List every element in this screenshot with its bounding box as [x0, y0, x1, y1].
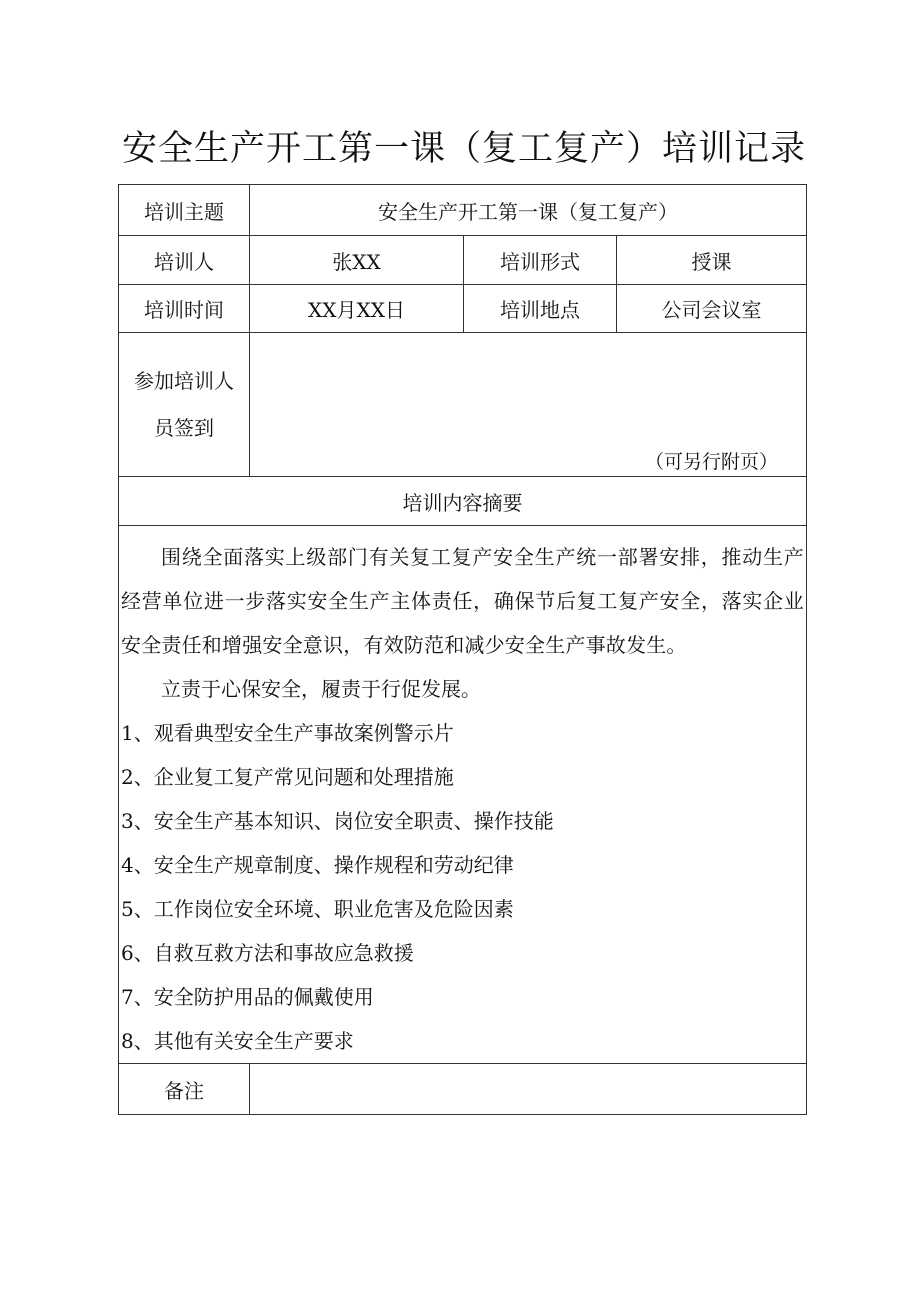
topic-row: [119, 185, 807, 236]
remark-row: [119, 1064, 807, 1115]
list-item: 7、安全防护用品的佩戴使用: [121, 985, 374, 1009]
training-time-value[interactable]: XX月XX日: [250, 285, 464, 333]
topic-label: 培训主题: [119, 185, 250, 236]
signin-label-line1: 参加培训人: [134, 368, 234, 393]
summary-heading-row: [119, 477, 807, 526]
list-item: 4、安全生产规章制度、操作规程和劳动纪律: [121, 853, 514, 877]
trainer-label: 培训人: [119, 236, 250, 285]
list-item: 1、观看典型安全生产事故案例警示片: [121, 721, 454, 745]
document-title: 安全生产开工第一课（复工复产）培训记录: [121, 129, 806, 169]
remark-label: 备注: [119, 1064, 250, 1115]
training-place-value[interactable]: 公司会议室: [617, 285, 807, 333]
summary-row: [119, 526, 807, 1064]
training-time-label: 培训时间: [119, 285, 250, 333]
list-item: 8、其他有关安全生产要求: [121, 1029, 354, 1053]
training-form-value[interactable]: 授课: [617, 236, 807, 285]
list-item: 6、自救互救方法和事故应急救援: [121, 941, 414, 965]
training-form-label: 培训形式: [464, 236, 617, 285]
topic-value[interactable]: 安全生产开工第一课（复工复产）: [250, 185, 807, 236]
summary-paragraph: 围绕全面落实上级部门有关复工复产安全生产统一部署安排，推动生产经营单位进一步落实安全生产主体责任，确保节后复工复产安全，落实企业安全责任和增强安全意识，有效防范和减少安全生产事故发生。: [121, 545, 805, 657]
signin-area[interactable]: [250, 333, 807, 477]
training-record-table: [118, 184, 807, 1115]
summary-motto: 立责于心保安全，履责于行促发展。: [161, 677, 481, 701]
attach-page-note: （可另行附页）: [645, 451, 779, 473]
summary-content: [119, 526, 807, 1064]
signin-label: [119, 333, 250, 477]
trainer-row: [119, 236, 807, 285]
summary-heading: 培训内容摘要: [119, 477, 807, 526]
signin-label-line2: 员签到: [154, 415, 214, 440]
signin-row: [119, 333, 807, 477]
list-item: 5、工作岗位安全环境、职业危害及危险因素: [121, 897, 514, 921]
training-place-label: 培训地点: [464, 285, 617, 333]
remark-value[interactable]: [250, 1064, 807, 1115]
trainer-value[interactable]: 张XX: [250, 236, 464, 285]
list-item: 2、企业复工复产常见问题和处理措施: [121, 765, 454, 789]
list-item: 3、安全生产基本知识、岗位安全职责、操作技能: [121, 809, 554, 833]
time-row: [119, 285, 807, 333]
